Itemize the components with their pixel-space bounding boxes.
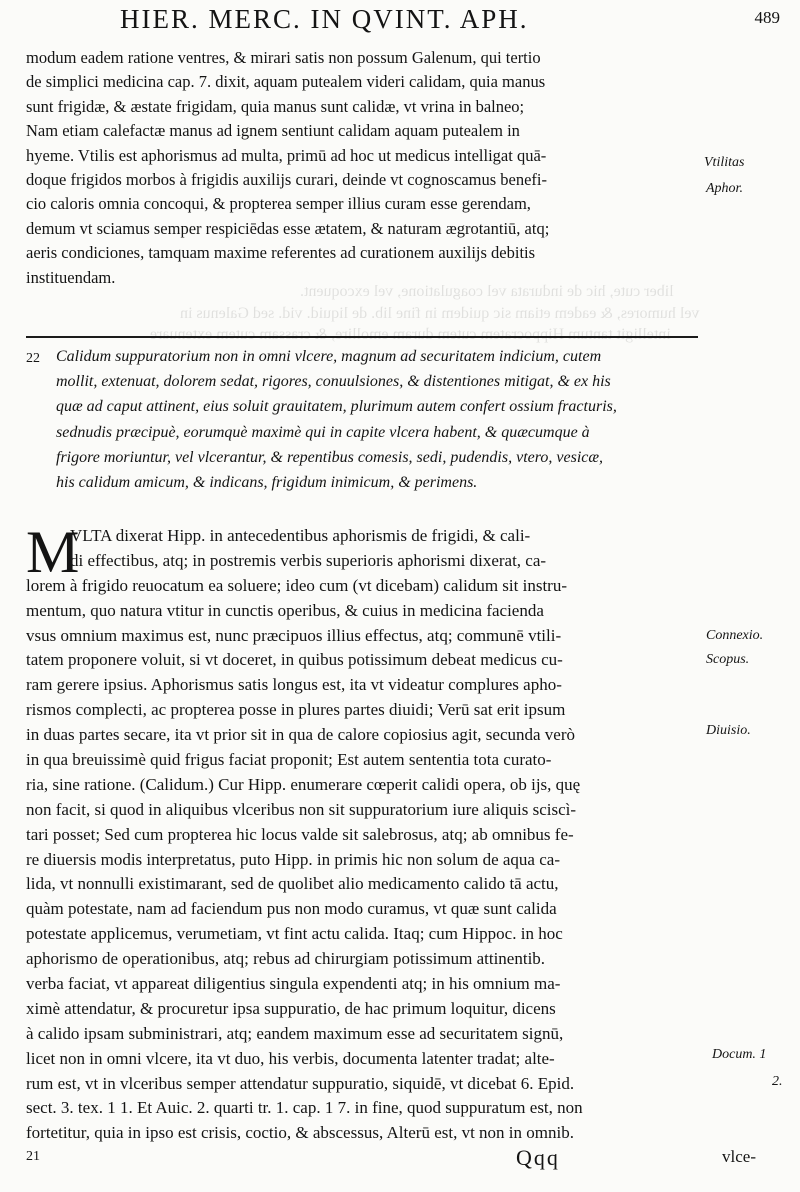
text-line: lorem à frigido reuocatum ea soluere; ideo cum (vt dicebam) calidum sit instru- [26, 575, 567, 595]
text-line: potestate applicemus, verumetiam, vt fint actu calida. Itaq; cum Hippoc. in hoc [26, 924, 563, 944]
running-head: HIER. MERC. IN QVINT. APH. [120, 4, 529, 34]
text-line: de simplici medicina cap. 7. dixit, aquam putealem videri calidam, quia manus [26, 72, 546, 92]
aphorism-text [56, 344, 698, 495]
text-line: Calidum suppuratorium non in omni vlcere, magnum ad securitatem indicium, cutem [56, 348, 602, 365]
margin-note-aphor: Aphor. [706, 181, 743, 196]
margin-note-docum: Docum. 1 [712, 1047, 767, 1062]
text-line: tari posset; Sed cum propterea hic locus valde sit salebrosus, atq; ab omnibus fe- [26, 824, 574, 844]
text-line: verba faciat, vt appareat diligentius singula expendenti atq; in his omnium ma- [26, 974, 561, 994]
text-line: demum vt sciamus semper respiciēdas esse ætatem, & naturam ægrotantiū, atq; [26, 218, 550, 238]
text-line: in qua breuissimè quid frigus faciat proponit; Est autem sententia tota curato- [26, 750, 552, 770]
text-line: VLTA dixerat Hipp. in antecedentibus aphorismis de frigidi, & cali- [70, 526, 531, 545]
text-line: aphorismo de operationibus, atq; rebus ad chirurgiam potissimum attinentib. [26, 949, 546, 969]
margin-note-utilitas: Vtilitas [704, 155, 745, 170]
text-line: cio caloris omnia concoqui, & propterea semper illius curam esse gerendam, [26, 194, 531, 214]
text-line: ximè attendatur, & procuretur ipsa suppuratio, de hac primum loquitur, dicens [26, 998, 556, 1018]
text-line: di effectibus, atq; in postremis verbis superioris aphorismi dixerat, ca- [70, 550, 547, 570]
text-line: mentum, quo natura vtitur in cunctis operibus, & cuius in medicina facienda [26, 600, 544, 620]
text-line: sednudis præcipuè, eorumquè maximè qui in capite vlcera habent, & quæcumque à [56, 423, 590, 441]
text-line: ram gerere ipsius. Aphorismus satis longus est, ita vt videatur complures apho- [26, 675, 562, 695]
page-footer [26, 1145, 756, 1185]
text-line: non facit, si quod in aliquibus vlceribus non sit suppuratorium iure aliquis sciscì- [26, 799, 577, 819]
text-line: rismos complecti, ac propterea posse in plures partes diuidi; Verū sat erit ipsum [26, 700, 566, 720]
text-line: à calido ipsam subministrari, atq; eandem maximum esse ad securitatem signū, [26, 1023, 564, 1043]
margin-note-diuisio: Diuisio. [706, 723, 751, 738]
text-line: quæ ad caput attinent, eius soluit grauitatem, plurimum autem confert ossium fracturis, [56, 398, 617, 416]
text-line: instituendam. [26, 267, 116, 287]
show-through-line: vel humores, & eadem etiam sic quidem in fine lib. de liquid. vid. sed Galenus in [180, 305, 700, 322]
page-number: 489 [754, 8, 780, 27]
text-line: aeris condiciones, tamquam maxime referentes ad curationem auxilijs debitis [26, 243, 536, 263]
signature-mark: Qqq [516, 1145, 560, 1170]
text-line: hyeme. Vtilis est aphorismus ad multa, primū ad hoc ut medicus intelligat quā- [26, 145, 547, 165]
text-line: lida, vt nonnulli existimarant, sed de quolibet alio medicamento calido tā actu, [26, 874, 559, 894]
show-through-line: intelligit tantum Hippocratem cutem duram emollire, & crassam cutem extenuare [150, 326, 671, 343]
text-line: vsus omnium maximus est, nunc præcipuos illius effectus, atq; communē vtili- [26, 625, 562, 645]
footer-mark: 21 [26, 1149, 40, 1164]
drop-capital: M [26, 519, 80, 585]
text-line: his calidum amicum, & indicans, frigidum inimicum, & perimens. [56, 473, 478, 491]
text-line: Nam etiam calefactæ manus ad ignem sentiunt calidam aquam putealem in [26, 121, 520, 141]
catchword: vlce- [722, 1147, 756, 1166]
text-line: tatem proponere voluit, si vt doceret, in quibus potissimum debeat medicus cu- [26, 650, 563, 670]
text-line: rum est, vt in vlceribus semper attendatur suppuratio, siquidē, vt dicebat 6. Epid. [26, 1073, 575, 1093]
show-through-line: liber cute, hic de indurata vel coagulatione, vel excoquent. [300, 283, 674, 300]
section-rule [26, 336, 698, 338]
margin-note-scopus: Scopus. [706, 652, 750, 667]
text-line: fortetitur, quia in ipso est crisis, coctio, & abscessus, Alterū est, vt non in omnib. [26, 1123, 574, 1143]
margin-note-docum-2: 2. [772, 1074, 783, 1089]
text-line: ria, sine ratione. (Calidum.) Cur Hipp. enumerare cœperit calidi opera, ob ijs, quę [26, 774, 581, 794]
aphorism-number: 22 [26, 351, 40, 366]
text-line: mollit, extenuat, dolorem sedat, rigores, conuulsiones, & distentiones mitigat, & ex his [56, 373, 611, 391]
text-line: sect. 3. tex. 1 1. Et Auic. 2. quarti tr. 1. cap. 1 7. in fine, quod suppuratum est, non [26, 1098, 583, 1118]
text-line: modum eadem ratione ventres, & mirari satis non possum Galenum, qui tertio [26, 48, 541, 67]
text-line: doque frigidos morbos à frigidis auxilijs curari, deinde vt cognoscamus benefi- [26, 169, 547, 189]
text-line: quàm potestate, nam ad faciendum pus non modo curamus, vt quæ sunt calida [26, 899, 557, 919]
text-line: sunt frigidæ, & æstate frigidam, quia manus sunt calidæ, vt vrina in balneo; [26, 96, 525, 116]
commentary-paragraph [26, 519, 698, 1146]
margin-note-connexio: Connexio. [706, 628, 764, 643]
text-line: licet non in omni vlcere, ita vt duo, his verbis, documenta latenter tradat; alte- [26, 1048, 555, 1068]
closing-paragraph [26, 46, 698, 290]
page-header [120, 2, 780, 38]
text-line: frigore moriuntur, vel vlcerantur, & repentibus comesis, sedi, pudendis, vtero, vesicæ, [56, 448, 604, 466]
text-line: re diuersis modis interpretatus, puto Hipp. in primis hic non solum de aqua ca- [26, 849, 560, 869]
text-line: in duas partes secare, ita vt prior sit in qua de calore copiosius agit, secunda verò [26, 725, 576, 745]
